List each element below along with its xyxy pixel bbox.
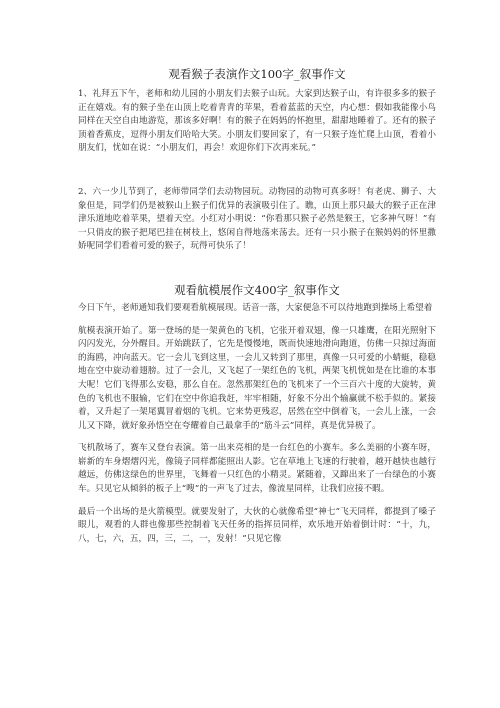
article-paragraph: 航模表演开始了。第一登场的是一架黄色的飞机，它张开着双翅，像一只雄鹰，在阳光照射下闪闪发光，分外醒目。开始跳跃了，它先是慢慢地，既而快速地滑向跑道，仿佛一只掠过海面的海鸥，冲向蓝天。它一会儿飞到这里，一会儿又转到了那里，真像一只可爱的小蜻蜓，稳稳地在空中旋动着翅膀。过了一会儿，又飞起了一架红色的飞机，两架飞机恍如是在比谁的本事大呢！它们飞得那么安稳，那么自在。忽然那架红色的飞机来了一个三百六十度的大旋转，黄色的飞机也不服输，它们在空中你追我赶，牢牢相随，好象不分出个输赢就不松手似的。紧接着，又升起了一架尾翼冒着烟的飞机。它来势更残忍，居然在空中倒着飞，一会儿上涨，一会儿又下降，就好象孙悟空在夸耀着自己最拿手的“筋斗云”同样，真是优异极了。 — [78, 325, 436, 431]
paragraph-gap — [78, 316, 436, 325]
article-paragraph: 2、六一少儿节到了，老师带同学们去动物园玩。动物园的动物可真多呀！有老虎、狮子、大象但是，同学们仍是被猴山上猴子们优异的表演吸引住了。瞧，山顶上那只最大的猴子正在津津乐道地吃着苹果，望着天空。小红对小明说：“你看那只猴子必然是猴王，它多神气呀！”有一只俏皮的猴子把尾巴挂在树枝上，悠闲自得地荡来荡去。还有一只小猴子在猴妈妈的怀里撒娇呢同学们看着可爱的猴子，玩得可快乐了！ — [78, 186, 436, 252]
paragraph-gap — [78, 156, 436, 186]
article-title: 观看航模展作文400字_叙事作文 — [174, 282, 340, 297]
article-paragraph: 1、礼拜五下午，老师和幼儿园的小朋友们去猴子山玩。大家到达猴子山，有许很多多的猴子正在嬉戏。有的猴子坐在山顶上吃着青青的苹果，看着蓝蓝的天空，内心想：假如我能像小鸟同样在天空自由地游览，那该多好啊！有的猴子在妈妈的怀抱里，甜甜地睡着了。还有的猴子顶着香蕉皮，逗得小朋友们哈哈大笑。小朋友们要回家了，有一只猴子连忙爬上山顶，看着小朋友们，忧如在说：“小朋友们，再会！欢迎你们下次再来玩。” — [78, 89, 436, 154]
article-paragraph: 飞机散场了，赛车又登台表演。第一出来亮相的是一台红色的小赛车。多么美丽的小赛车呀，崭新的车身熠熠闪光，像镜子同样都能照出人影。它在草地上飞速的行驶着，越开越快也越行越远，仿佛这绿色的世界里，飞舞着一只红色的小精灵。紧随着，又蹿出来了一台绿色的小赛车。只见它从倾斜的板子上“嗖”的一声飞了过去，像流星同样，让我们应接不暇。 — [78, 443, 436, 495]
article-paragraph: 今日下午，老师通知我们要观看航模展现。话音一落，大家便急不可以待地跑到操场上希望着 — [78, 302, 433, 313]
article-paragraph: 最后一个出场的是火箭模型。就要发射了，大伙的心就像希望“神七”飞天同样，都提到了嗓子眼儿，观看的人群也像那些控制着飞天任务的指挥员同样，欢乐地开始着倒计时：“十，九，八，七，六，五，四，三，二，一，发射！”只见它像 — [78, 506, 436, 544]
article-title: 观看猴子表演作文100字_叙事作文 — [168, 67, 346, 81]
paragraph-gap — [78, 497, 436, 506]
paragraph-gap — [78, 433, 436, 442]
